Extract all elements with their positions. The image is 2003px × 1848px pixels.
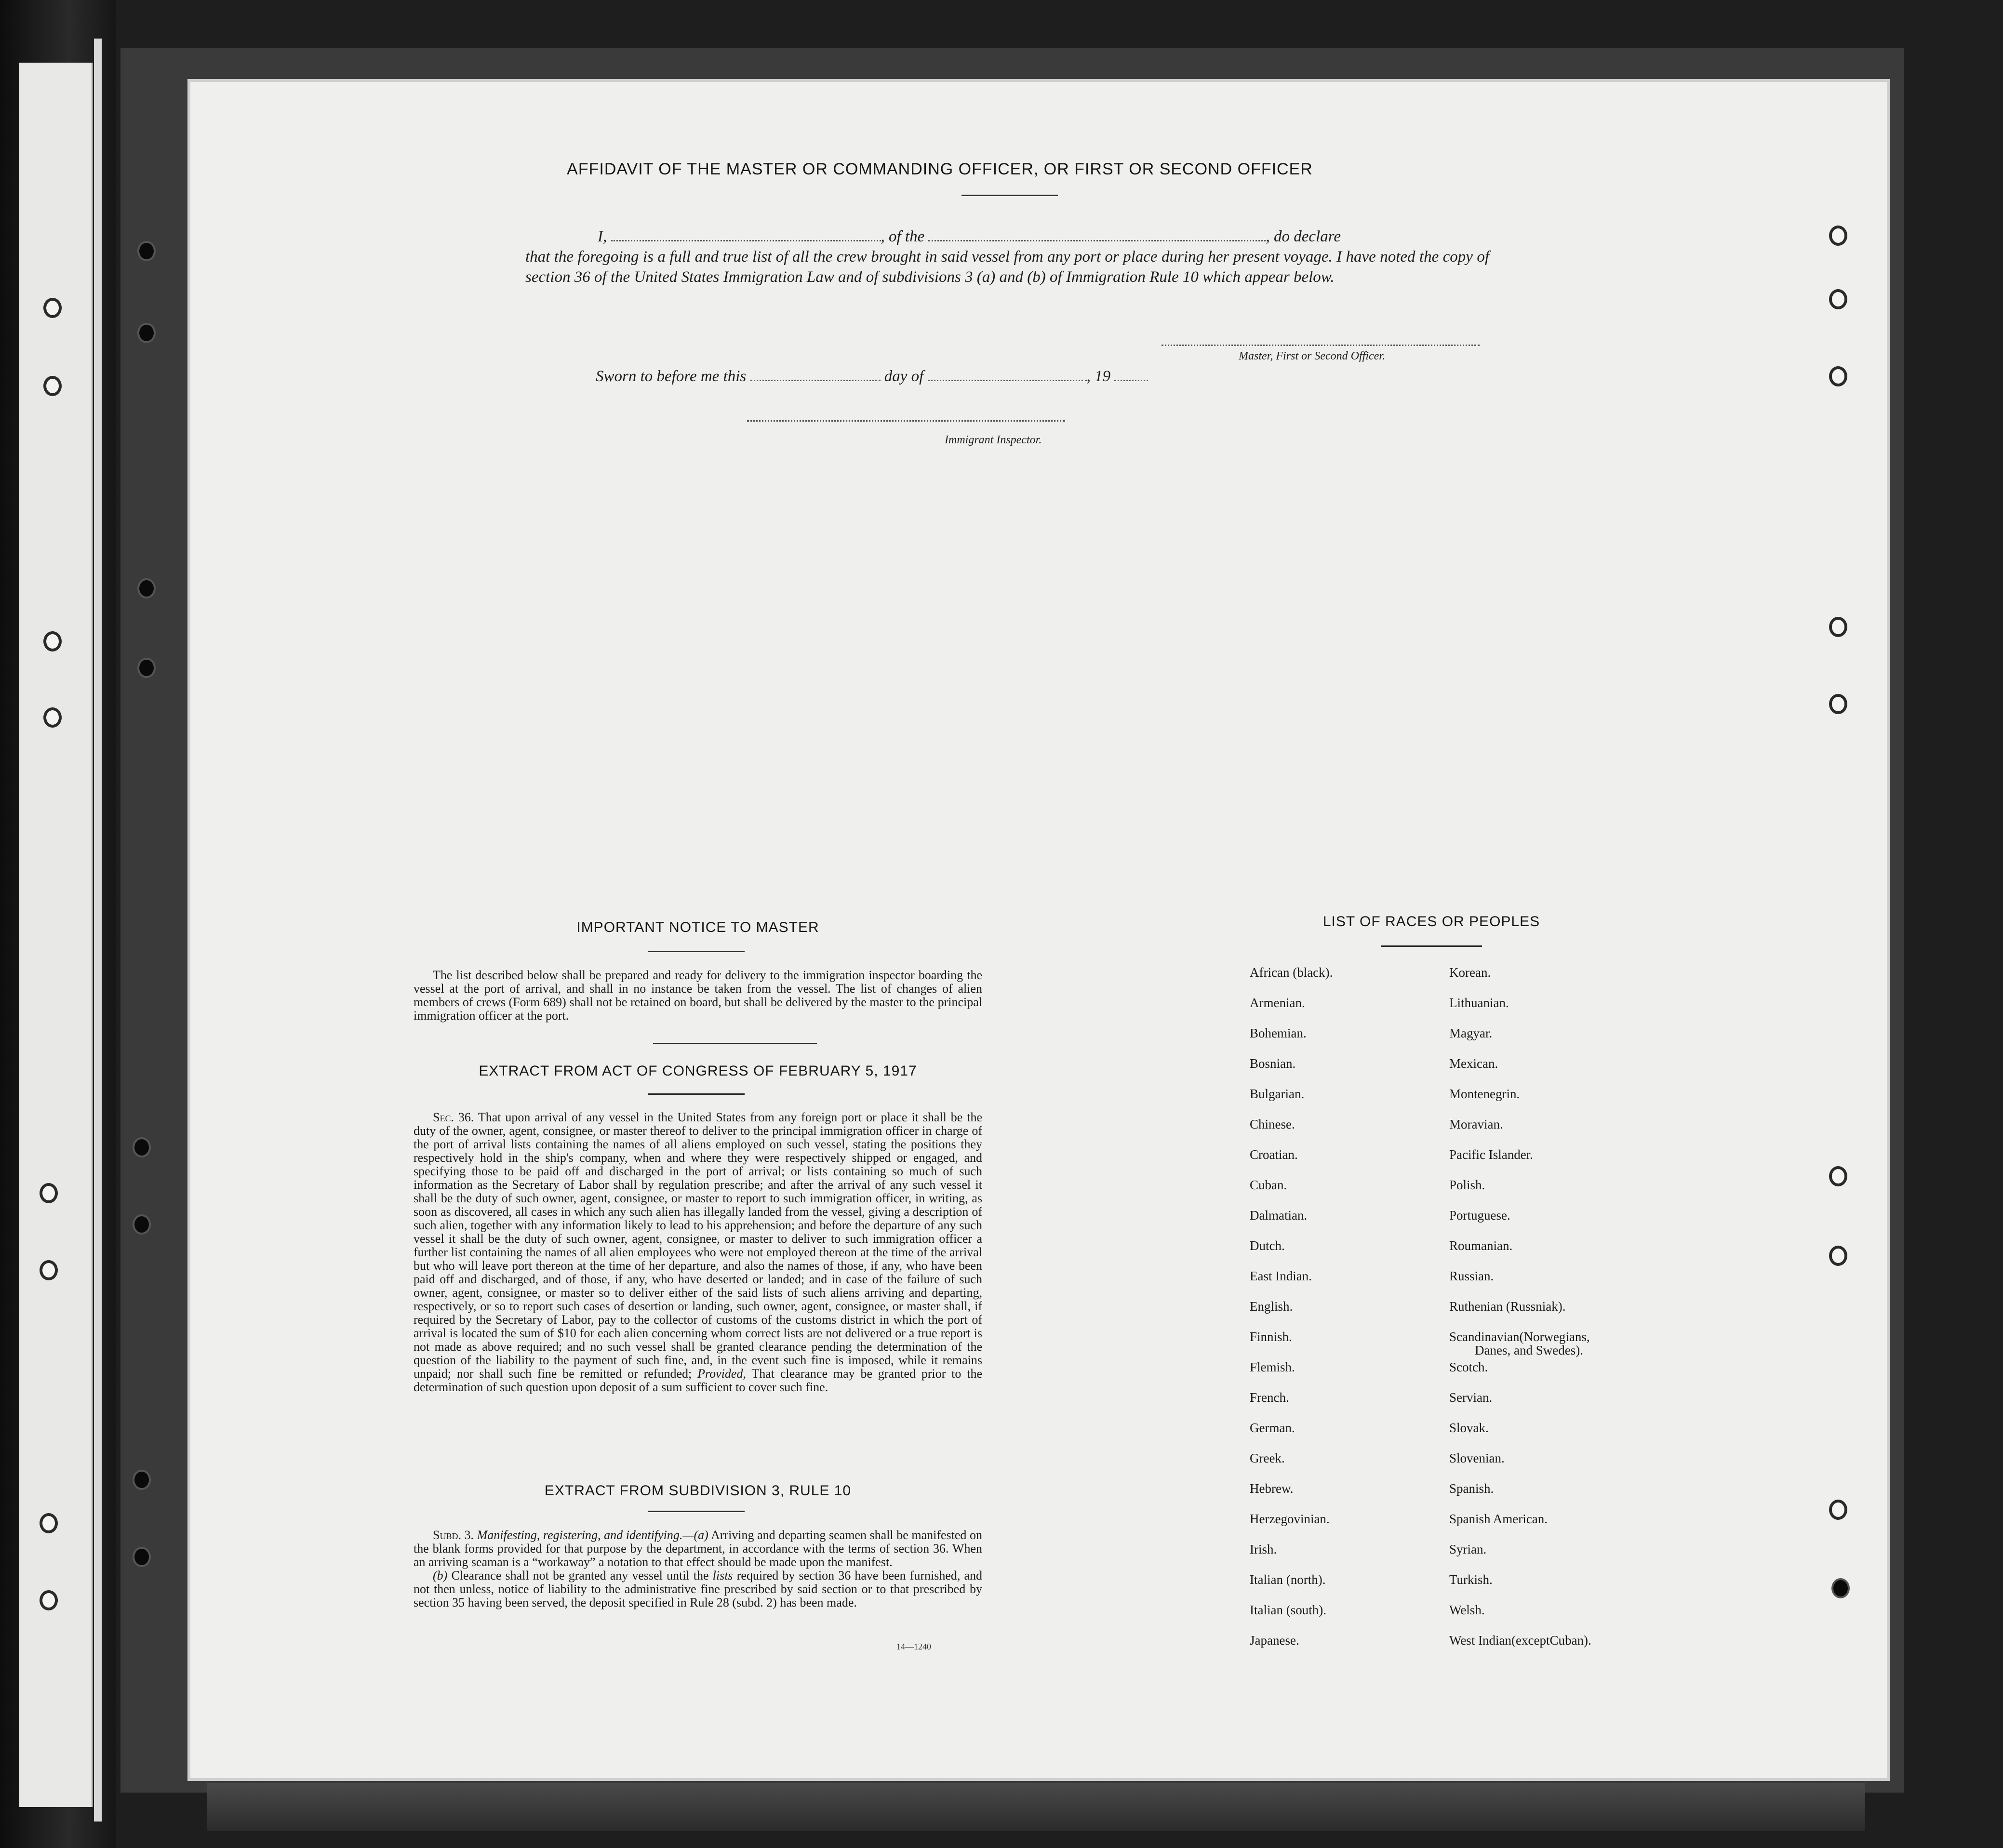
- races-title: LIST OF RACES OR PEOPLES: [1322, 914, 1540, 930]
- act-paragraph: [414, 1111, 982, 1394]
- binder-hole-icon: [1829, 694, 1847, 714]
- act-section-label: Sec. 36.: [433, 1110, 474, 1124]
- race-item: Russian.: [1449, 1269, 1494, 1283]
- rule-b-text-1: Clearance shall not be granted any vessel until the: [451, 1569, 709, 1582]
- race-item: Spanish American.: [1449, 1512, 1548, 1526]
- binder-ring-icon: [137, 658, 156, 678]
- inspector-label: Immigrant Inspector.: [945, 434, 1042, 446]
- race-item: Scotch.: [1449, 1360, 1488, 1374]
- binder-hole-icon: [43, 631, 62, 651]
- race-item: Dalmatian.: [1250, 1208, 1308, 1223]
- race-item: Lithuanian.: [1449, 996, 1509, 1010]
- race-item-continuation: Danes, and Swedes).: [1475, 1343, 1583, 1357]
- race-item: Ruthenian (Russniak).: [1449, 1299, 1566, 1314]
- notice-rule: [648, 951, 745, 952]
- affidavit-title: AFFIDAVIT OF THE MASTER OR COMMANDING OFFICER, OR FIRST OR SECOND OFFICER: [567, 160, 1313, 178]
- act-title: EXTRACT FROM ACT OF CONGRESS OF FEBRUARY 5, 1917: [479, 1063, 917, 1079]
- binder-hole-icon: [43, 376, 62, 396]
- race-item: Irish.: [1250, 1542, 1277, 1556]
- vessel-blank[interactable]: [928, 228, 1266, 241]
- act-text: [414, 1111, 982, 1394]
- binder-hole-icon: [40, 1590, 58, 1610]
- rule-paragraph-a: [414, 1529, 982, 1569]
- affidavit-statement: that the foregoing is a full and true list of all the crew brought in said vessel from any port or place during her present voyage. I have noted the copy of section 36 of the United States Immigration Law and of subdivisions 3 (a) and (b) of Immigration Rule 10 which appear below.: [525, 248, 1489, 286]
- binder-hole-icon: [43, 298, 62, 318]
- rule-subd-text: Arriving and departing seamen shall be manifested on the blank forms provided for that purpose by the department, in accordance with the terms of section 36. When an arriving seaman is a “workaway” a notation to that effect should be made upon the manifest.: [414, 1528, 982, 1569]
- binder-ring-icon: [137, 323, 156, 343]
- rule-b-lists: lists: [712, 1569, 733, 1582]
- binder-hole-icon: [1829, 226, 1847, 246]
- binder-ring-icon: [133, 1547, 151, 1567]
- race-item: Slovak.: [1449, 1421, 1489, 1435]
- notice-divider: [653, 1043, 817, 1044]
- page-edge-strip: [94, 39, 102, 1821]
- binder-ring-icon: [137, 241, 156, 261]
- sworn-prefix: Sworn to before me this: [596, 368, 747, 385]
- rule-b-text-2: required by section 36 have been furnished, and not then unless, notice of liability to the administrative fine prescribed by said section or to that prescribed by section 35 having been served, the deposit specified in Rule 28 (subd. 2) has been made.: [414, 1569, 983, 1609]
- race-item: Flemish.: [1250, 1360, 1295, 1374]
- binder-hole-icon: [40, 1260, 58, 1280]
- sworn-year-blank[interactable]: [1114, 368, 1148, 381]
- master-signature-line[interactable]: [1162, 345, 1480, 346]
- race-item: Spanish.: [1449, 1481, 1494, 1496]
- act-body: That upon arrival of any vessel in the United States from any foreign port or place it shall be the duty of the owner, agent, consignee, or master thereof to deliver to the principal immigration officer in charge of the port of arrival lists containing the names of all aliens employed on such vessel, stating the positions they respectively hold in the ship's company, when and where they were respectively shipped or engaged, and specifying those to be paid off and discharged in the port of arrival; or lists containing so much of such information as the Secretary of Labor shall by regulation prescribe; and after the arrival of any such vessel it shall be the duty of such owner, agent, consignee, or master to report to such immigration officer, in writing, as soon as discovered, all cases in which any such alien has illegally landed from the vessel, giving a description of such alien, together with any information likely to lead to his apprehension; and before the departure of any such vessel it shall be the duty of such owner, agent, consignee, or master to deliver to such immigration officer a further list containing the names of all alien employees who were not employed thereon at the time of the arrival but who will leave port thereon at the time of her departure, and also the names of those, if any, who have been paid off and discharged, and of those, if any, who have deserted or landed; and in case of the failure of such owner, agent, consignee, or master so to deliver either of the said lists of such aliens arriving and departing, respectively, or so to report such cases of desertion or landing, such owner, agent, consignee, or master shall, if required by the Secretary of Labor, pay to the collector of customs of the customs district in which the port of arrival is located the sum of $10 for each alien concerning whom correct lists are not delivered or a true report is not made as above required; and no such vessel shall be granted clearance pending the determination of the question of the liability to the payment of such fine, and, in the event such fine is imposed, while it remains unpaid; nor shall such fine be remitted or refunded;: [414, 1110, 983, 1381]
- rule-title: EXTRACT FROM SUBDIVISION 3, RULE 10: [544, 1483, 852, 1499]
- race-item: Pacific Islander.: [1449, 1147, 1533, 1162]
- race-item: Herzegovinian.: [1250, 1512, 1330, 1526]
- affidavit-i: I,: [598, 228, 607, 245]
- race-item: Roumanian.: [1449, 1238, 1513, 1253]
- race-item: East Indian.: [1250, 1269, 1312, 1283]
- race-item: Italian (south).: [1250, 1603, 1326, 1617]
- race-item: German.: [1250, 1421, 1295, 1435]
- binder-hole-icon: [1829, 1500, 1847, 1520]
- adjacent-page-edge: [19, 63, 93, 1807]
- rule-text: [414, 1529, 982, 1609]
- binder-hole-icon: [1829, 289, 1847, 309]
- race-item: Dutch.: [1250, 1238, 1285, 1253]
- notice-paragraph: The list described below shall be prepared and ready for delivery to the immigration inspector boarding the vessel at the port of arrival, and shall in no instance be taken from the vessel. The list of changes of alien members of crews (Form 689) shall not be retained on board, but shall be delivered by the master to the principal immigration officer at the port.: [414, 968, 982, 1023]
- race-item: Bohemian.: [1250, 1026, 1307, 1040]
- race-item: Hebrew.: [1250, 1481, 1294, 1496]
- binder-hole-icon: [1829, 1246, 1847, 1266]
- race-item: French.: [1250, 1390, 1289, 1405]
- race-item: African (black).: [1250, 965, 1333, 980]
- race-item: West Indian(exceptCuban).: [1449, 1633, 1591, 1648]
- act-provided-label: Provided,: [697, 1367, 746, 1381]
- sworn-day-label: day of: [884, 368, 924, 385]
- race-item: Montenegrin.: [1449, 1087, 1520, 1101]
- affidavit-declare: , do declare: [1266, 228, 1341, 245]
- form-number: 14—1240: [896, 1642, 931, 1651]
- race-item: Croatian.: [1250, 1147, 1298, 1162]
- binder-hole-icon: [43, 707, 62, 728]
- title-rule: [961, 195, 1058, 196]
- race-item: Finnish.: [1250, 1329, 1292, 1344]
- race-item: Mexican.: [1449, 1056, 1498, 1071]
- affidavit-text: [525, 226, 1489, 287]
- race-item: Bosnian.: [1250, 1056, 1296, 1071]
- race-item: Japanese.: [1250, 1633, 1299, 1648]
- act-provided-text: That clearance may be granted prior to the determination of such question upon deposit of a sum sufficient to cover such fine.: [414, 1367, 982, 1394]
- binder-hole-icon: [40, 1513, 58, 1533]
- binder-ring-icon: [133, 1214, 151, 1235]
- race-item: Syrian.: [1449, 1542, 1487, 1556]
- name-blank[interactable]: [611, 228, 881, 241]
- binder-hole-icon: [1829, 366, 1847, 386]
- rule-b-label: (b): [433, 1569, 448, 1582]
- races-rule: [1381, 945, 1482, 947]
- race-item: Magyar.: [1449, 1026, 1493, 1040]
- rule-subd-heading: Manifesting, registering, and identifying.—(a): [477, 1528, 708, 1542]
- binder-ring-icon: [133, 1137, 151, 1157]
- affidavit-of-the: , of the: [881, 228, 925, 245]
- binder-ring-icon: [1831, 1578, 1850, 1598]
- race-item: Slovenian.: [1449, 1451, 1505, 1465]
- act-rule: [648, 1093, 745, 1095]
- binder-hole-icon: [1829, 1166, 1847, 1186]
- sworn-line: [596, 368, 1148, 386]
- race-item: Servian.: [1449, 1390, 1493, 1405]
- race-item: Portuguese.: [1449, 1208, 1510, 1223]
- race-item: Greek.: [1250, 1451, 1285, 1465]
- rule-paragraph-b: [414, 1569, 982, 1609]
- binder-hole-icon: [1829, 617, 1847, 637]
- sworn-year-label: , 19: [1086, 368, 1111, 385]
- race-item: Bulgarian.: [1250, 1087, 1305, 1101]
- rule-subd-label: Subd. 3.: [433, 1528, 474, 1542]
- bottom-page-edge: [207, 1783, 1865, 1831]
- binder-ring-icon: [137, 578, 156, 598]
- race-item: Chinese.: [1250, 1117, 1295, 1131]
- affidavit-first-line: [525, 226, 1489, 247]
- binder-hole-icon: [40, 1183, 58, 1203]
- race-item: Cuban.: [1250, 1178, 1287, 1192]
- sworn-day-blank[interactable]: [750, 368, 881, 381]
- race-item: Korean.: [1449, 965, 1491, 980]
- race-item: Armenian.: [1250, 996, 1305, 1010]
- race-item: Turkish.: [1449, 1572, 1493, 1587]
- notice-text: [414, 969, 982, 1023]
- master-label: Master, First or Second Officer.: [1239, 350, 1385, 362]
- binder-ring-icon: [133, 1470, 151, 1490]
- rule-rule: [648, 1511, 745, 1512]
- inspector-signature-line[interactable]: [747, 420, 1065, 422]
- race-item: Scandinavian(Norwegians,: [1449, 1329, 1590, 1344]
- race-item: Italian (north).: [1250, 1572, 1326, 1587]
- notice-title: IMPORTANT NOTICE TO MASTER: [576, 919, 819, 935]
- sworn-month-blank[interactable]: [928, 368, 1087, 381]
- race-item: Welsh.: [1449, 1603, 1485, 1617]
- race-item: Polish.: [1449, 1178, 1485, 1192]
- race-item: English.: [1250, 1299, 1293, 1314]
- race-item: Moravian.: [1449, 1117, 1503, 1131]
